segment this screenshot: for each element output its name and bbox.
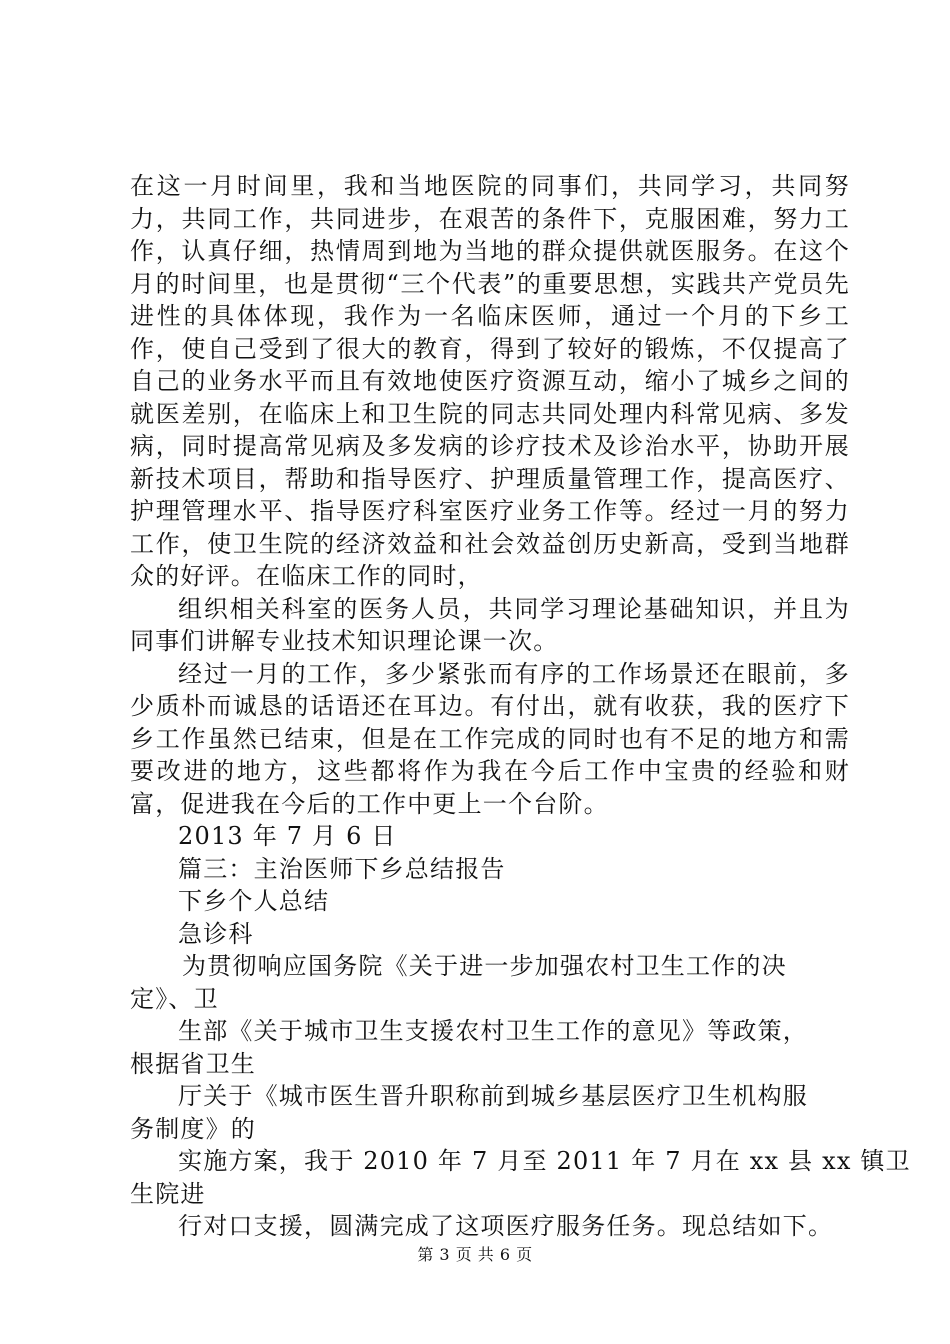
text-line-5: 行对口支援，圆满完成了这项医疗服务任务。现总结如下。 <box>178 1212 834 1240</box>
text-line-3a: 厅关于《城市医生晋升职称前到城乡基层医疗卫生机构服 <box>178 1082 808 1110</box>
text-block-4 <box>130 1145 911 1210</box>
paragraph-1: 在这一月时间里，我和当地医院的同事们，共同学习，共同努力，共同工作，共同进步，在艰苦的条件下，克服困难，努力工作，认真仔细，热情周到地为当地的群众提供就医服务。在这个月的时间里，也是贯彻“三个代表”的重要思想，实践共产党员先进性的具体体现，我作为一名临床医师，通过一个月的下乡工作，使自己受到了很大的教育，得到了较好的锻炼，不仅提高了自己的业务水平而且有效地使医疗资源互动，缩小了城乡之间的就医差别，在临床上和卫生院的同志共同处理内科常见病、多发病，同时提高常见病及多发病的诊疗技术及诊治水平，协助开展新技术项目，帮助和指导医疗、护理质量管理工作，提高医疗、护理管理水平、指导医疗科室医疗业务工作等。经过一月的努力工作，使卫生院的经济效益和社会效益创历史新高，受到当地群众的好评。在临床工作的同时， <box>130 172 850 590</box>
text-line-4a: 实施方案，我于 2010 年 7 月至 2011 年 7 月在 xx 县 xx 镇卫 <box>178 1147 911 1175</box>
text-line-2b: 根据省卫生 <box>130 1049 256 1078</box>
text-block-1 <box>130 950 850 1015</box>
text-line-4b: 生院进 <box>130 1179 206 1208</box>
date-line: 2013 年 7 月 6 日 <box>178 822 397 850</box>
section-title: 篇三：主治医师下乡总结报告 <box>178 854 506 883</box>
subtitle: 下乡个人总结 <box>178 887 330 915</box>
text-block-3 <box>130 1080 850 1145</box>
paragraph-3: 经过一月的工作，多少紧张而有序的工作场景还在眼前，多少质朴而诚恳的话语还在耳边。有付出，就有收获，我的医疗下乡工作虽然已结束，但是在工作完成的同时也有不足的地方和需要改进的地方，这些都将作为我在今后工作中宝贵的经验和财富，促进我在今后的工作中更上一个台阶。 <box>130 659 850 818</box>
text-block-2 <box>130 1015 850 1080</box>
paragraph-2: 组织相关科室的医务人员，共同学习理论基础知识，并且为同事们讲解专业技术知识理论课一次。 <box>130 594 850 655</box>
page-footer: 第 3 页 共 6 页 <box>417 1245 533 1264</box>
text-line-2a: 生部《关于城市卫生支援农村卫生工作的意见》等政策， <box>178 1017 808 1045</box>
department: 急诊科 <box>178 919 254 948</box>
text-line-1a: 为贯彻响应国务院《关于进一步加强农村卫生工作的决 <box>182 952 787 980</box>
document-body <box>130 170 911 1243</box>
text-line-1b: 定》、卫 <box>130 984 219 1013</box>
text-line-3b: 务制度》的 <box>130 1114 256 1143</box>
